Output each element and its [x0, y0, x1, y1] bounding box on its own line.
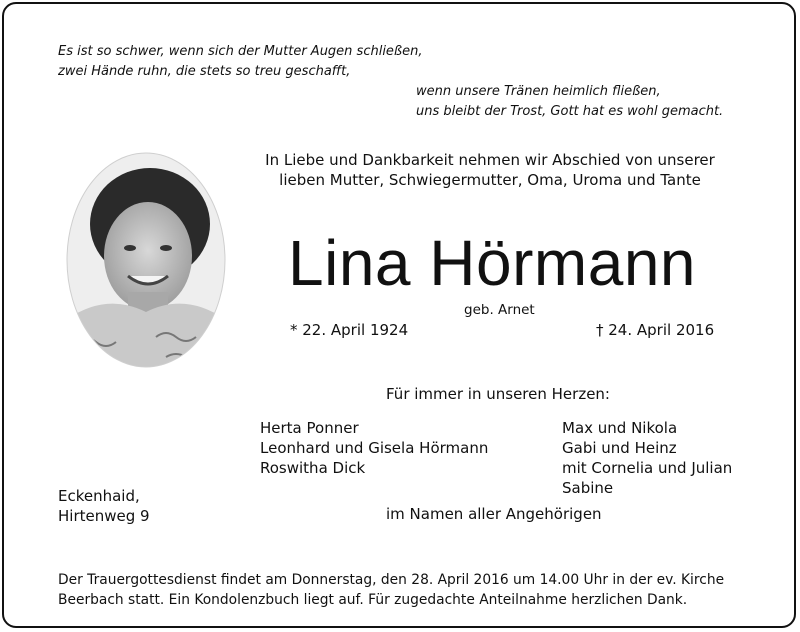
mourners-right: [562, 418, 732, 498]
mourner-name: Gabi und Heinz: [562, 439, 677, 457]
poem-line-3: wenn unsere Tränen heimlich fließen,: [416, 84, 661, 99]
mourners-left: [260, 418, 488, 478]
service-notice-line-2: Beerbach statt. Ein Kondolenzbuch liegt auf. Für zugedachte Anteilnahme herzlichen Dank.: [58, 592, 688, 608]
mourner-name: Max und Nikola: [562, 419, 678, 437]
intro-line-1: In Liebe und Dankbarkeit nehmen wir Abschied von unserer: [265, 151, 715, 169]
poem-line-2: zwei Hände ruhn, die stets so treu geschafft,: [58, 64, 351, 79]
poem-line-4: uns bleibt der Trost, Gott hat es wohl gemacht.: [416, 104, 724, 119]
mourner-name: mit Cornelia und Julian: [562, 459, 733, 477]
death-date: † 24. April 2016: [596, 321, 715, 339]
mourner-name: Herta Ponner: [260, 419, 359, 437]
motto: Für immer in unseren Herzen:: [386, 385, 610, 403]
on-behalf-text: im Namen aller Angehörigen: [386, 505, 602, 523]
address-line-2: Hirtenweg 9: [58, 507, 150, 525]
poem-line-1: Es ist so schwer, wenn sich der Mutter Augen schließen,: [58, 44, 423, 59]
mourner-name: Roswitha Dick: [260, 459, 366, 477]
maiden-name: geb. Arnet: [464, 302, 535, 318]
birth-date: * 22. April 1924: [290, 321, 409, 339]
address-line-1: Eckenhaid,: [58, 487, 140, 505]
portrait-photo: [66, 152, 226, 368]
mourner-name: Sabine: [562, 479, 614, 497]
deceased-name: Lina Hörmann: [288, 227, 696, 299]
mourner-name: Leonhard und Gisela Hörmann: [260, 439, 489, 457]
service-notice-line-1: Der Trauergottesdienst findet am Donnerstag, den 28. April 2016 um 14.00 Uhr in der ev. Kirche: [58, 572, 725, 588]
obituary-notice: [2, 2, 796, 628]
intro-line-2: lieben Mutter, Schwiegermutter, Oma, Uroma und Tante: [279, 171, 701, 189]
